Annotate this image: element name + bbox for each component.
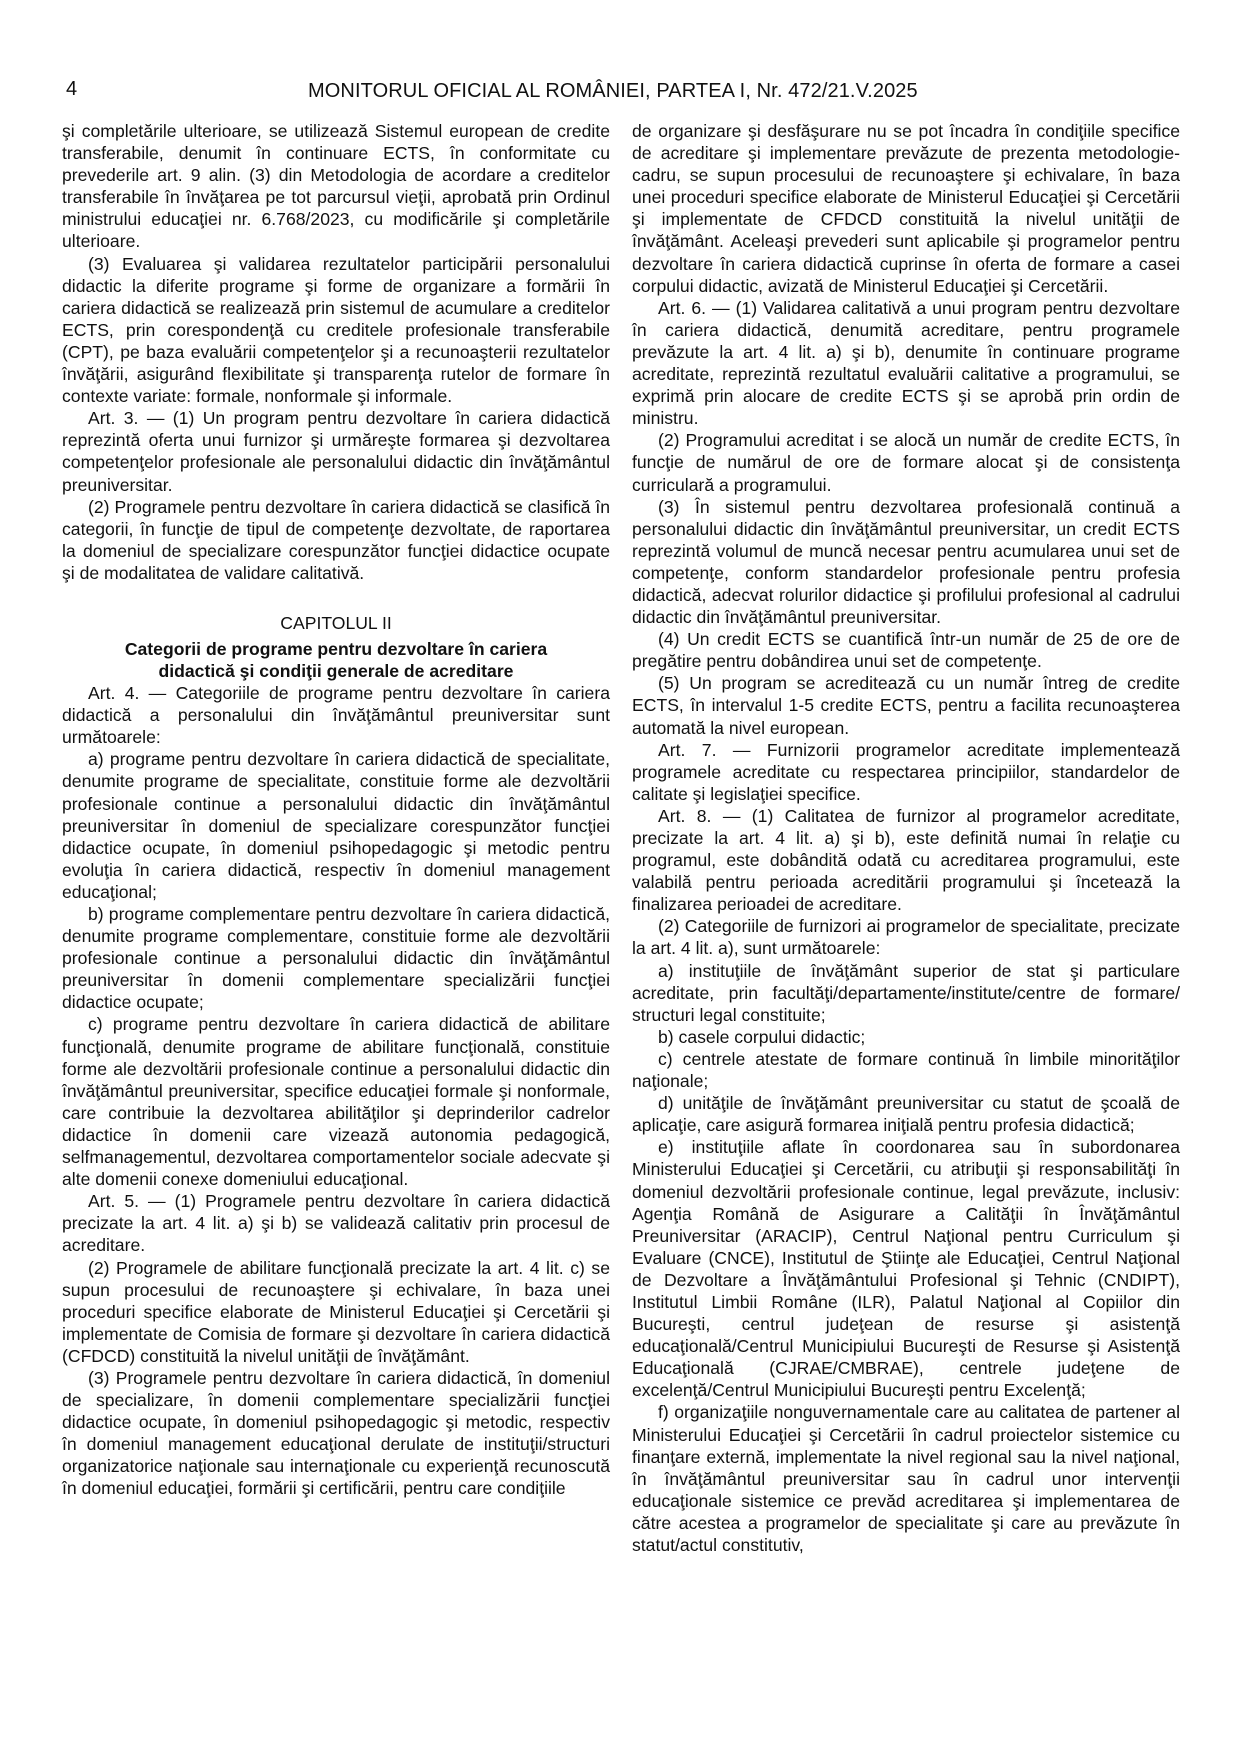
paragraph: (3) În sistemul pentru dezvoltarea profesională continuă a personalului didactic din învăţământul preuniversitar, un credit ECTS reprezintă volumul de muncă necesar pentru acumularea unui set de competenţe, conform standardelor profesionale pentru profesia didactică, adecvat rolurilor didactice şi profilului profesional al cadrului didactic din învăţământul preuniversitar.	[632, 496, 1180, 628]
paragraph: (2) Programele de abilitare funcţională precizate la art. 4 lit. c) se supun procesului de recunoaştere şi echivalare, în baza unei proceduri specifice elaborate de Ministerul Educaţiei şi Cercetării şi implementate de Comisia de formare şi dezvoltare în cariera didactică (CFDCD) constituită la nivelul unităţii de învăţământ.	[62, 1257, 610, 1366]
paragraph: d) unităţile de învăţământ preuniversitar cu statut de şcoală de aplicaţie, care asigură formarea iniţială pentru profesia didactică;	[632, 1093, 1180, 1136]
paragraph: c) centrele atestate de formare continuă în limbile minorităţilor naţionale;	[632, 1048, 1180, 1092]
paragraph: Art. 8. — (1) Calitatea de furnizor al programelor acreditate, precizate la art. 4 lit. a) şi b), este definită numai în relaţie cu programul, este dobândită odată cu acreditarea programului, este valabilă pentru perioada acreditării programului şi încetează la finalizarea perioadei de acreditare.	[632, 805, 1180, 915]
paragraph: b) programe complementare pentru dezvoltare în cariera didactică, denumite programe complementare, constituie forme ale dezvoltării profesionale continue a personalului didactic din învăţământul preuniversitar în domenii complementare specializării funcţiei didactice ocupate;	[62, 904, 610, 1013]
chapter-title-line-2: didactică şi condiţii generale de acreditare	[158, 661, 514, 682]
paragraph: Art. 3. — (1) Un program pentru dezvoltare în cariera didactică reprezintă oferta unui furnizor şi urmăreşte formarea şi dezvoltarea competenţelor profesionale ale personalului didactic din învăţământul preuniversitar.	[62, 408, 610, 495]
publication-header: MONITORUL OFICIAL AL ROMÂNIEI, PARTEA I, Nr. 472/21.V.2025	[308, 80, 918, 102]
paragraph: Art. 6. — (1) Validarea calitativă a unui program pentru dezvoltare în cariera didactică, denumită acreditare, pentru programele prevăzute la art. 4 lit. a) şi b), denumite în continuare programe acreditate, reprezintă rezultatul evaluării calitative a programului, se exprimă prin alocare de credite ECTS şi se aprobă prin ordin de ministru.	[632, 297, 1180, 429]
paragraph: Art. 4. — Categoriile de programe pentru dezvoltare în cariera didactică a personalului din învăţământul preuniversitar sunt următoarele:	[62, 683, 610, 748]
paragraph: (2) Programului acreditat i se alocă un număr de credite ECTS, în funcţie de numărul de ore de formare alocat şi de consistenţa curriculară a programului.	[632, 430, 1180, 495]
paragraph: f) organizaţiile nonguvernamentale care au calitatea de partener al Ministerului Educaţiei şi Cercetării în cadrul proiectelor sistemice cu finanţare externă, implementate la nivel regional sau la nivel naţional, în învăţământul preuniversitar sau în cadrul unor intervenţii educaţionale sistemice ce prevăd acreditarea şi implementarea de către acestea a programelor de specialitate şi care au prevăzute în statut/actul constitutiv,	[632, 1402, 1180, 1555]
paragraph: şi completările ulterioare, se utilizează Sistemul european de credite transferabile, denumit în continuare ECTS, în conformitate cu prevederile art. 9 alin. (3) din Metodologia de acordare a creditelor transferabile în învăţarea pe tot parcursul vieţii, aprobată prin Ordinul ministrului educaţiei nr. 6.768/2023, cu modificările şi completările ulterioare.	[62, 121, 610, 252]
paragraph: c) programe pentru dezvoltare în cariera didactică de abilitare funcţională, denumite programe de abilitare funcţională, constituie forme ale dezvoltării profesionale continue a personalului didactic din învăţământul preuniversitar, specifice educaţiei formale şi nonformale, care contribuie la dezvoltarea abilităţilor şi deprinderilor cadrelor didactice în domenii care vizează autonomia pedagogică, selfmanagementul, dezvoltarea comportamentelor sociale adecvate şi alte domenii conexe domeniului educaţional.	[62, 1014, 610, 1190]
page-number: 4	[66, 78, 78, 100]
paragraph: (4) Un credit ECTS se cuantifică într-un număr de 25 de ore de pregătire pentru dobândirea unui set de competenţe.	[632, 629, 1180, 672]
chapter-heading: CAPITOLUL II	[280, 612, 392, 633]
paragraph: a) instituţiile de învăţământ superior de stat şi particulare acreditate, prin facultăţi/departamente/institute/centre de formare/ structuri legal constituite;	[632, 960, 1180, 1025]
paragraph: a) programe pentru dezvoltare în cariera didactică de specialitate, denumite programe de specialitate, constituie forme ale dezvoltării profesionale continue a personalului didactic din învăţământul preuniversitar în domeniul de specializare corespunzător funcţiei didactice ocupate, în domeniul psihopedagogic şi metodic pentru evoluţia în cariera didactică, respectiv în domeniul management educaţional;	[62, 749, 610, 902]
paragraph: (2) Categoriile de furnizori ai programelor de specialitate, precizate la art. 4 lit. a), sunt următoarele:	[632, 916, 1180, 959]
paragraph: (5) Un program se acreditează cu un număr întreg de credite ECTS, în intervalul 1-5 credite ECTS, pentru a facilita recunoaşterea automată la nivel european.	[632, 673, 1180, 738]
paragraph: (3) Evaluarea şi validarea rezultatelor participării personalului didactic la diferite programe şi forme de organizare a formării în cariera didactică se realizează prin sistemul de acumulare a creditelor ECTS, prin corespondenţă cu creditele profesionale transferabile (CPT), pe baza evaluării competenţelor şi a recunoaşterii rezultatelor învăţării, asigurând flexibilitate şi transparenţa rutelor de formare în contexte variate: formale, nonformale şi informale.	[62, 253, 610, 407]
paragraph: e) instituţiile aflate în coordonarea sau în subordonarea Ministerului Educaţiei şi Cercetării, cu atribuţii şi responsabilităţi în domeniul dezvoltării profesionale continue, legal prevăzute, inclusiv: Agenţia Română de Asigurare a Calităţii în Învăţământul Preuniversitar (ARACIP), Centrul Naţional pentru Curriculum şi Evaluare (CNCE), Institutul de Ştiinţe ale Educaţiei, Centrul Naţional de Dezvoltare a Învăţământului Profesional şi Tehnic (CNDIPT), Institutul Limbii Române (ILR), Palatul Naţional al Copiilor din Bucureşti, centrul judeţean de resurse şi asistenţă educaţională/Centrul Municipiului Bucureşti de Resurse şi Asistenţă Educaţională (CJRAE/CMBRAE), centrele judeţene de excelenţă/Centrul Municipiului Bucureşti pentru Excelenţă;	[632, 1137, 1180, 1401]
right-column	[632, 120, 1180, 1556]
paragraph: (3) Programele pentru dezvoltare în cariera didactică, în domeniul de specializare, în domenii complementare specializării funcţiei didactice ocupate, în domeniul psihopedagogic şi metodic, respectiv în domeniul management educaţional derulate de instituţii/structuri organizatorice naţionale sau internaţionale cu experienţă recunoscută în domeniul educaţiei, formării şi certificării, pentru care condiţiile	[62, 1367, 610, 1499]
paragraph: (2) Programele pentru dezvoltare în cariera didactică se clasifică în categorii, în funcţie de tipul de competenţe dezvoltate, de raportarea la domeniul de specializare corespunzător funcţiei didactice ocupate şi de modalitatea de validare calitativă.	[62, 496, 610, 583]
paragraph: b) casele corpului didactic;	[658, 1026, 866, 1047]
paragraph: de organizare şi desfăşurare nu se pot încadra în condiţiile specifice de acreditare şi implementare prevăzute de prezenta metodologie-cadru, se supun procesului de recunoaştere şi echivalare, în baza unei proceduri specifice elaborate de Ministerul Educaţiei şi Cercetării şi implementate de CFDCD constituită la nivelul unităţii de învăţământ. Aceleaşi prevederi sunt aplicabile şi programelor pentru dezvoltare în cariera didactică cuprinse în oferta de formare a casei corpului didactic, avizată de Ministerul Educaţiei şi Cercetării.	[632, 121, 1180, 296]
left-column	[62, 120, 610, 1500]
paragraph: Art. 7. — Furnizorii programelor acreditate implementează programele acreditate cu respectarea principiilor, standardelor de calitate şi legislaţiei specifice.	[632, 739, 1180, 804]
paragraph: Art. 5. — (1) Programele pentru dezvoltare în cariera didactică precizate la art. 4 lit. a) şi b) se validează calitativ prin procesul de acreditare.	[62, 1191, 610, 1256]
chapter-title-line-1: Categorii de programe pentru dezvoltare în cariera	[124, 639, 548, 660]
